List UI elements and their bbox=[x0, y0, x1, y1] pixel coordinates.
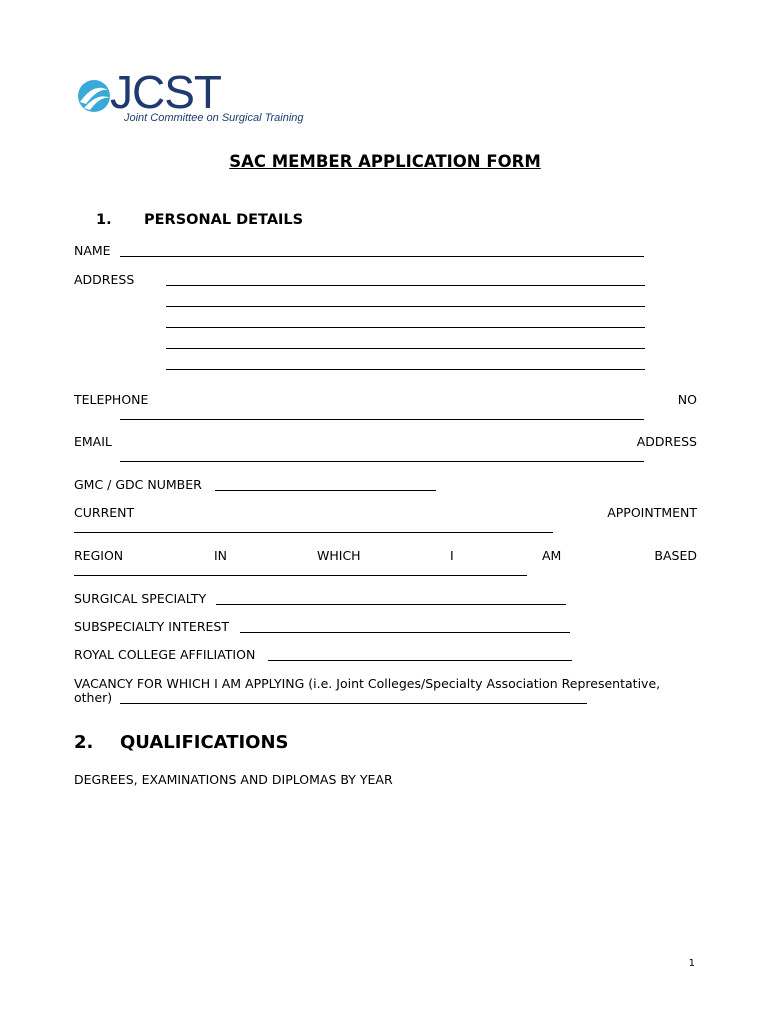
region-field[interactable] bbox=[74, 575, 527, 576]
jcst-logo bbox=[76, 66, 306, 128]
region-word-3: WHICH bbox=[317, 548, 361, 563]
form-title: SAC MEMBER APPLICATION FORM bbox=[229, 152, 541, 171]
email-label: EMAIL bbox=[74, 434, 112, 449]
surgical-specialty-field[interactable] bbox=[216, 604, 566, 605]
section2-number: 2. bbox=[74, 732, 94, 753]
surgical-specialty-label: SURGICAL SPECIALTY bbox=[74, 591, 207, 606]
email-address-label: ADDRESS bbox=[636, 434, 697, 449]
telephone-label: TELEPHONE bbox=[74, 392, 149, 407]
section2-subtext: DEGREES, EXAMINATIONS AND DIPLOMAS BY YEAR bbox=[74, 772, 393, 787]
royal-college-label: ROYAL COLLEGE AFFILIATION bbox=[74, 647, 256, 662]
section1-heading: PERSONAL DETAILS bbox=[144, 212, 304, 228]
telephone-no-label: NO bbox=[677, 392, 697, 407]
vacancy-label-line2: other) bbox=[74, 690, 113, 705]
current-appointment-field[interactable] bbox=[74, 532, 553, 533]
region-word-4: I bbox=[450, 548, 454, 563]
address-field-2[interactable] bbox=[166, 306, 645, 307]
gmc-label: GMC / GDC NUMBER bbox=[74, 477, 202, 492]
section2-heading: QUALIFICATIONS bbox=[120, 732, 289, 753]
region-word-2: IN bbox=[214, 548, 228, 563]
royal-college-field[interactable] bbox=[268, 660, 572, 661]
subspecialty-field[interactable] bbox=[240, 632, 570, 633]
gmc-field[interactable] bbox=[215, 490, 436, 491]
current-label: CURRENT bbox=[74, 505, 135, 520]
page-number: 1 bbox=[688, 958, 695, 969]
address-field-3[interactable] bbox=[166, 327, 645, 328]
vacancy-label-line1: VACANCY FOR WHICH I AM APPLYING (i.e. Joint Colleges/Specialty Association Representative, bbox=[74, 676, 661, 691]
region-word-5: AM bbox=[542, 548, 562, 563]
telephone-field[interactable] bbox=[120, 419, 644, 420]
region-word-6: BASED bbox=[654, 548, 697, 563]
jcst-swirl-icon bbox=[76, 78, 112, 114]
subspecialty-label: SUBSPECIALTY INTEREST bbox=[74, 619, 229, 634]
vacancy-field[interactable] bbox=[120, 703, 587, 704]
section1-number: 1. bbox=[96, 212, 112, 228]
address-field-5[interactable] bbox=[166, 369, 645, 370]
email-field[interactable] bbox=[120, 461, 644, 462]
address-field-4[interactable] bbox=[166, 348, 645, 349]
logo-name: Joint Committee on Surgical Training bbox=[124, 112, 304, 124]
address-label: ADDRESS bbox=[74, 272, 135, 287]
logo-acronym: JCST bbox=[110, 66, 221, 118]
appointment-label: APPOINTMENT bbox=[607, 505, 697, 520]
region-word-1: REGION bbox=[74, 548, 124, 563]
name-field[interactable] bbox=[120, 256, 644, 257]
name-label: NAME bbox=[74, 243, 111, 258]
address-field-1[interactable] bbox=[166, 285, 645, 286]
